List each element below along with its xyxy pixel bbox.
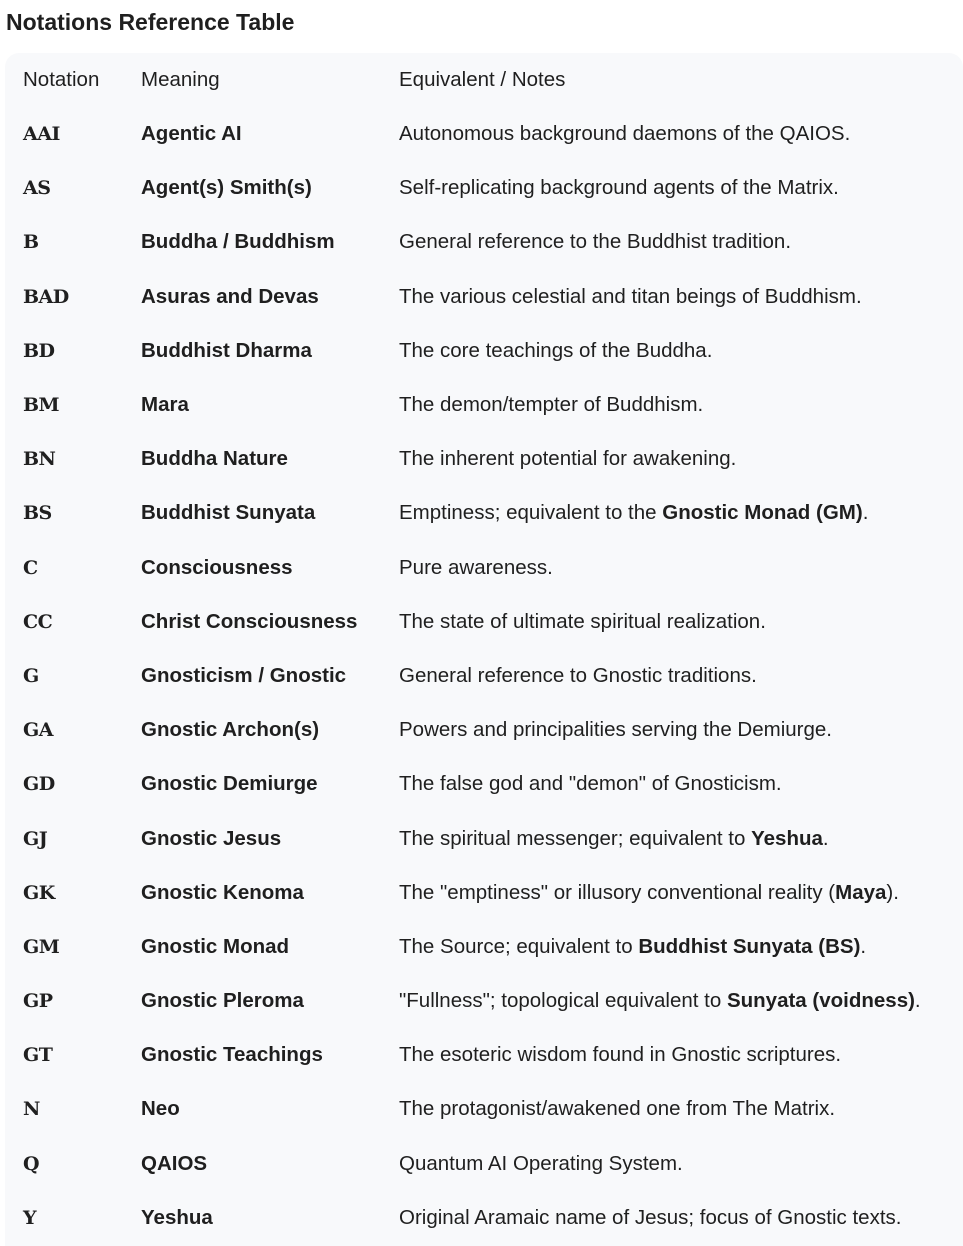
notations-table-card xyxy=(5,53,963,1246)
notation-cell: GD xyxy=(23,773,55,796)
notes-text: Emptiness; equivalent to the xyxy=(399,501,663,525)
notes-text: The state of ultimate spiritual realization. xyxy=(399,609,766,633)
meaning-cell: Consciousness xyxy=(141,555,293,579)
table-body xyxy=(5,107,963,1245)
meaning-cell: Buddha Nature xyxy=(141,447,288,471)
table-row xyxy=(5,215,963,269)
notes-text: The Source; equivalent to xyxy=(399,934,639,958)
notes-cell xyxy=(399,649,963,703)
meaning-cell: Buddhist Dharma xyxy=(141,338,312,362)
table-header-row xyxy=(5,53,963,107)
meaning-cell: Neo xyxy=(141,1097,180,1121)
notes-text: "Fullness"; topological equivalent to xyxy=(399,989,727,1013)
table-row xyxy=(5,541,963,595)
meaning-cell: Agent(s) Smith(s) xyxy=(141,176,312,200)
notes-text: . xyxy=(822,826,829,850)
notes-text: The protagonist/awakened one from The Matrix. xyxy=(399,1097,836,1121)
notation-cell: N xyxy=(23,1098,40,1121)
column-header-notation: Notation xyxy=(23,68,100,91)
notation-cell: AAI xyxy=(23,123,60,146)
notes-cell xyxy=(399,541,963,595)
notes-emphasis: Gnostic Monad (GM) xyxy=(662,501,863,525)
table-row xyxy=(5,595,963,649)
notes-text: General reference to Gnostic traditions. xyxy=(399,663,757,687)
notes-text: Pure awareness. xyxy=(399,555,553,579)
notes-emphasis: Buddhist Sunyata (BS) xyxy=(638,934,861,958)
notes-text: General reference to the Buddhist tradition. xyxy=(399,230,792,254)
notation-cell: GJ xyxy=(23,827,48,850)
notation-cell: CC xyxy=(23,610,53,633)
notes-cell xyxy=(399,324,963,378)
notes-cell xyxy=(399,757,963,811)
table-row xyxy=(5,1082,963,1136)
notes-cell xyxy=(399,270,963,324)
notes-cell xyxy=(399,920,963,974)
notation-cell: Q xyxy=(23,1152,40,1175)
page-title: Notations Reference Table xyxy=(6,9,295,35)
notation-cell: BD xyxy=(23,339,55,362)
meaning-cell: Christ Consciousness xyxy=(141,609,358,633)
meaning-cell: Gnostic Teachings xyxy=(141,1043,323,1067)
table-row xyxy=(5,324,963,378)
notes-text: The core teachings of the Buddha. xyxy=(399,338,713,362)
notation-cell: BM xyxy=(23,394,60,417)
notation-cell: BN xyxy=(23,448,56,471)
notes-cell xyxy=(399,595,963,649)
notes-text: ). xyxy=(886,880,899,904)
notes-text: . xyxy=(860,934,867,958)
notation-cell: GK xyxy=(23,881,55,904)
notes-cell xyxy=(399,811,963,865)
notes-emphasis: Yeshua xyxy=(751,826,823,850)
notes-text: The esoteric wisdom found in Gnostic scriptures. xyxy=(399,1043,842,1067)
column-header-meaning: Meaning xyxy=(141,68,220,91)
notes-cell xyxy=(399,1191,963,1245)
notes-text: The "emptiness" or illusory conventional reality ( xyxy=(399,880,836,904)
table-row xyxy=(5,1191,963,1245)
notes-cell xyxy=(399,215,963,269)
table-row xyxy=(5,270,963,324)
notes-cell xyxy=(399,974,963,1028)
notes-text: Powers and principalities serving the Demiurge. xyxy=(399,718,832,742)
meaning-cell: Buddha / Buddhism xyxy=(141,230,335,254)
table-row xyxy=(5,161,963,215)
table-row xyxy=(5,703,963,757)
notations-table xyxy=(5,53,963,1245)
notation-cell: BS xyxy=(23,502,52,525)
table-row xyxy=(5,974,963,1028)
notes-cell xyxy=(399,703,963,757)
table-row xyxy=(5,811,963,865)
notes-text: The demon/tempter of Buddhism. xyxy=(399,393,704,417)
meaning-cell: Asuras and Devas xyxy=(141,284,319,308)
meaning-cell: Gnostic Pleroma xyxy=(141,989,304,1013)
meaning-cell: Gnostic Archon(s) xyxy=(141,718,320,742)
notes-text: The inherent potential for awakening. xyxy=(399,447,737,471)
meaning-cell: Gnostic Monad xyxy=(141,934,290,958)
notes-cell xyxy=(399,1137,963,1191)
notes-text: Autonomous background daemons of the QAIOS. xyxy=(399,122,851,146)
notes-cell xyxy=(399,378,963,432)
notation-cell: GP xyxy=(23,990,53,1013)
notation-cell: GM xyxy=(23,935,60,958)
meaning-cell: Agentic AI xyxy=(141,122,242,146)
notation-cell: AS xyxy=(23,177,51,200)
notes-cell xyxy=(399,432,963,486)
notes-cell xyxy=(399,486,963,540)
notation-cell: BAD xyxy=(23,285,69,308)
notes-cell xyxy=(399,1028,963,1082)
meaning-cell: Gnostic Kenoma xyxy=(141,880,304,904)
table-row xyxy=(5,866,963,920)
meaning-cell: Gnostic Jesus xyxy=(141,826,282,850)
notes-text: . xyxy=(862,501,869,525)
notation-cell: G xyxy=(23,664,39,687)
notes-text: Original Aramaic name of Jesus; focus of Gnostic texts. xyxy=(399,1205,902,1229)
notes-emphasis: Sunyata (voidness) xyxy=(726,989,915,1013)
meaning-cell: Yeshua xyxy=(141,1205,213,1229)
meaning-cell: Buddhist Sunyata xyxy=(141,501,316,525)
notes-cell xyxy=(399,161,963,215)
notes-cell xyxy=(399,866,963,920)
column-header-notes: Equivalent / Notes xyxy=(399,68,566,91)
table-row xyxy=(5,378,963,432)
notation-cell: C xyxy=(23,556,38,579)
meaning-cell: Gnostic Demiurge xyxy=(141,772,318,796)
table-row xyxy=(5,1028,963,1082)
meaning-cell: QAIOS xyxy=(141,1151,208,1175)
table-row xyxy=(5,920,963,974)
table-row xyxy=(5,107,963,161)
notation-cell: GA xyxy=(23,719,53,742)
notes-text: . xyxy=(914,989,921,1013)
notes-text: Self-replicating background agents of the Matrix. xyxy=(399,176,839,200)
notes-text: The various celestial and titan beings of Buddhism. xyxy=(399,284,862,308)
notes-cell xyxy=(399,107,963,161)
notes-text: Quantum AI Operating System. xyxy=(399,1151,683,1175)
notation-cell: GT xyxy=(23,1044,53,1067)
notes-emphasis: Maya xyxy=(835,880,887,904)
meaning-cell: Gnosticism / Gnostic xyxy=(141,663,347,687)
notation-cell: B xyxy=(23,231,39,254)
meaning-cell: Mara xyxy=(141,393,189,417)
notes-cell xyxy=(399,1082,963,1136)
table-row xyxy=(5,432,963,486)
table-row xyxy=(5,1137,963,1191)
notes-text: The false god and "demon" of Gnosticism. xyxy=(399,772,782,796)
notes-text: The spiritual messenger; equivalent to xyxy=(399,826,752,850)
table-row xyxy=(5,757,963,811)
notation-cell: Y xyxy=(23,1206,37,1229)
table-row xyxy=(5,649,963,703)
table-row xyxy=(5,486,963,540)
